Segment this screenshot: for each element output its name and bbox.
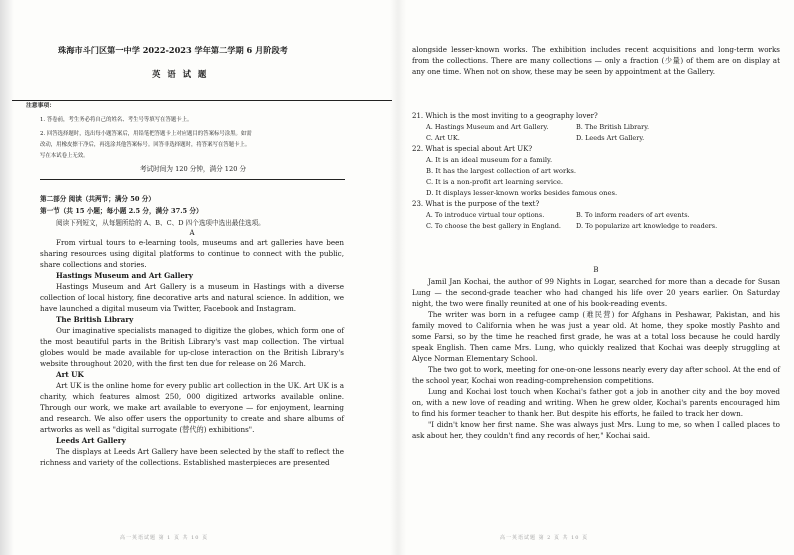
passage-b-p2: The writer was born in a refugee camp (难民营) for Afghans in Peshawar, Pakistan, and his family moved to California when he was just a year old. At home, they spoke mostly Pashto and some Farsi, so by the time he reached first grade, he was at a total loss because he could hardly speak English. Then came Mrs. Lung, who quickly realized that Kochai was deeply struggling at Alyce Norman Elementary School. (412, 310, 780, 363)
passage-b-p5: "I didn't know her first name. She was always just Mrs. Lung to me, so when I called places to ask about her, they couldn't find any records of her," Kochai said. (412, 420, 780, 440)
exam-time: 考试时间为 120 分钟，满分 120 分 (140, 165, 247, 173)
notes-line-3: 改动，用橡皮擦干净后，再选涂其他答案标号。回答非选择题时，将答案写在答题卡上。 (40, 142, 251, 148)
question-23-option-c[interactable]: C. To choose the best gallery in England. (426, 222, 561, 230)
passage-a-intro: From virtual tours to e-learning tools, museums and art galleries have been sharing resources using digital platforms to continue to connect with the public, share collections and stories. (40, 238, 344, 269)
question-21-option-b[interactable]: B. The British Library. (576, 123, 650, 131)
question-23-options-row-1 (412, 210, 780, 221)
passage-a-cont (412, 44, 780, 77)
notes-label: 注意事项： (26, 103, 55, 109)
passage-b-p4: Lung and Kochai lost touch when Kochai's father got a job in another city and the boy moved on, with a new love of reading and writing. When he grew older, Kochai's parents encouraged him to find his former teacher to thank her. But despite his efforts, he failed to track her down. (412, 387, 780, 418)
passage-a-p3: Art UK is the online home for every public art collection in the UK. Art UK is a charity, which features almost 250, 000 digitized artworks available online. Through our work, we make art available to everyone — for enjoyment, learning and research. We also offer users the opportunity to create and share albums of artworks as well as "digital surrogate (替代的) exhibitions". (40, 381, 344, 434)
page-gutter (390, 0, 406, 555)
question-21-options-row-2 (412, 133, 780, 144)
question-22-option-b[interactable]: B. It has the largest collection of art works. (426, 167, 576, 175)
passage-a (40, 229, 344, 468)
section-sub: 第一节（共 15 小题；每小题 2.5 分，满分 37.5 分） (40, 207, 203, 215)
notes-line-4: 写在本试卷上无效。 (40, 153, 89, 159)
question-22-option-c[interactable]: C. It is a non-profit art learning service. (426, 178, 564, 186)
passage-b (412, 266, 780, 441)
section-instruction: 阅读下列短文，从每题所给的 A、B、C、D 四个选项中选出最佳选项。 (56, 219, 265, 227)
question-22-stem: 22. What is special about Art UK? (412, 145, 533, 153)
notes-line-2: 2. 回答选择题时，选出每小题答案后，用铅笔把答题卡上对应题目的答案标号涂黑。如需 (40, 131, 252, 137)
question-21-option-d[interactable]: D. Leeds Art Gallery. (576, 134, 645, 142)
question-21-option-c[interactable]: C. Art UK. (426, 134, 460, 142)
heading-british-library: The British Library (56, 315, 134, 324)
passage-a-letter: A (189, 229, 195, 237)
footer-right: 高一英语试题 第 2 页 共 10 页 (500, 535, 589, 541)
question-23-option-a[interactable]: A. To introduce virtual tour options. (426, 211, 545, 219)
question-23-options-row-2 (412, 221, 780, 232)
notes-rule (40, 179, 345, 180)
heading-art-uk: Art UK (56, 370, 84, 379)
question-23-option-d[interactable]: D. To popularize art knowledge to readers. (576, 222, 718, 230)
question-21-stem: 21. Which is the most inviting to a geography lover? (412, 112, 598, 120)
question-23-option-b[interactable]: B. To inform readers of art events. (576, 211, 690, 219)
passage-a-p4-cont: alongside lesser-known works. The exhibition includes recent acquisitions and long-term works from the collections. There are many collections — only a fraction (少量) of them are on display at any one time. When not on show, these may be seen by appointment at the Gallery. (412, 45, 780, 76)
exam-subject: 英 语 试 题 (152, 69, 209, 79)
question-22-option-d[interactable]: D. It displays lesser-known works besides famous ones. (426, 189, 618, 197)
exam-title: 珠海市斗门区第一中学 2022-2023 学年第二学期 6 月阶段考 (58, 45, 288, 55)
passage-b-letter: B (593, 266, 599, 274)
scan-shadow (0, 0, 14, 555)
footer-left: 高一英语试题 第 1 页 共 10 页 (120, 535, 209, 541)
question-21-options-row-1 (412, 122, 780, 133)
passage-b-p1: Jamil Jan Kochai, the author of 99 Nights in Logar, searched for more than a decade for Susan Lung — the second-grade teacher who had changed his life over 20 years earlier. On Saturday night, the two were finally reunited at one of his book-reading events. (412, 277, 780, 308)
passage-a-p4: The displays at Leeds Art Gallery have been selected by the staff to reflect the richness and variety of the collections. Established masterpieces are presented (40, 447, 344, 467)
passage-a-p1: Hastings Museum and Art Gallery is a museum in Hastings with a diverse collection of local history, fine decorative arts and natural science. In addition, we have launched a digital museum via Twitter, Facebook and Instagram. (40, 282, 344, 313)
question-21-option-a[interactable]: A. Hastings Museum and Art Gallery. (426, 123, 549, 131)
question-block (412, 111, 780, 232)
heading-hastings: Hastings Museum and Art Gallery (56, 271, 193, 280)
section-part: 第二部分 阅读（共两节；满分 50 分） (40, 195, 155, 203)
question-22-option-a[interactable]: A. It is an ideal museum for a family. (426, 156, 553, 164)
passage-a-p2: Our imaginative specialists managed to digitize the globes, which form one of the most beautiful parts in the British Library's vast map collection. The virtual globes would be made available for up-close interaction on the British Library's website throughout 2020, with the first ten due for release on 26 March. (40, 326, 344, 368)
question-23-stem: 23. What is the purpose of the text? (412, 200, 540, 208)
notes-line-1: 1. 答卷前，考生务必将自己的姓名、考生号等填写在答题卡上。 (40, 117, 193, 123)
heading-leeds: Leeds Art Gallery (56, 436, 126, 445)
passage-b-p3: The two got to work, meeting for one-on-one lessons nearly every day after school. At the end of the school year, Kochai won reading-comprehension competitions. (412, 365, 780, 385)
